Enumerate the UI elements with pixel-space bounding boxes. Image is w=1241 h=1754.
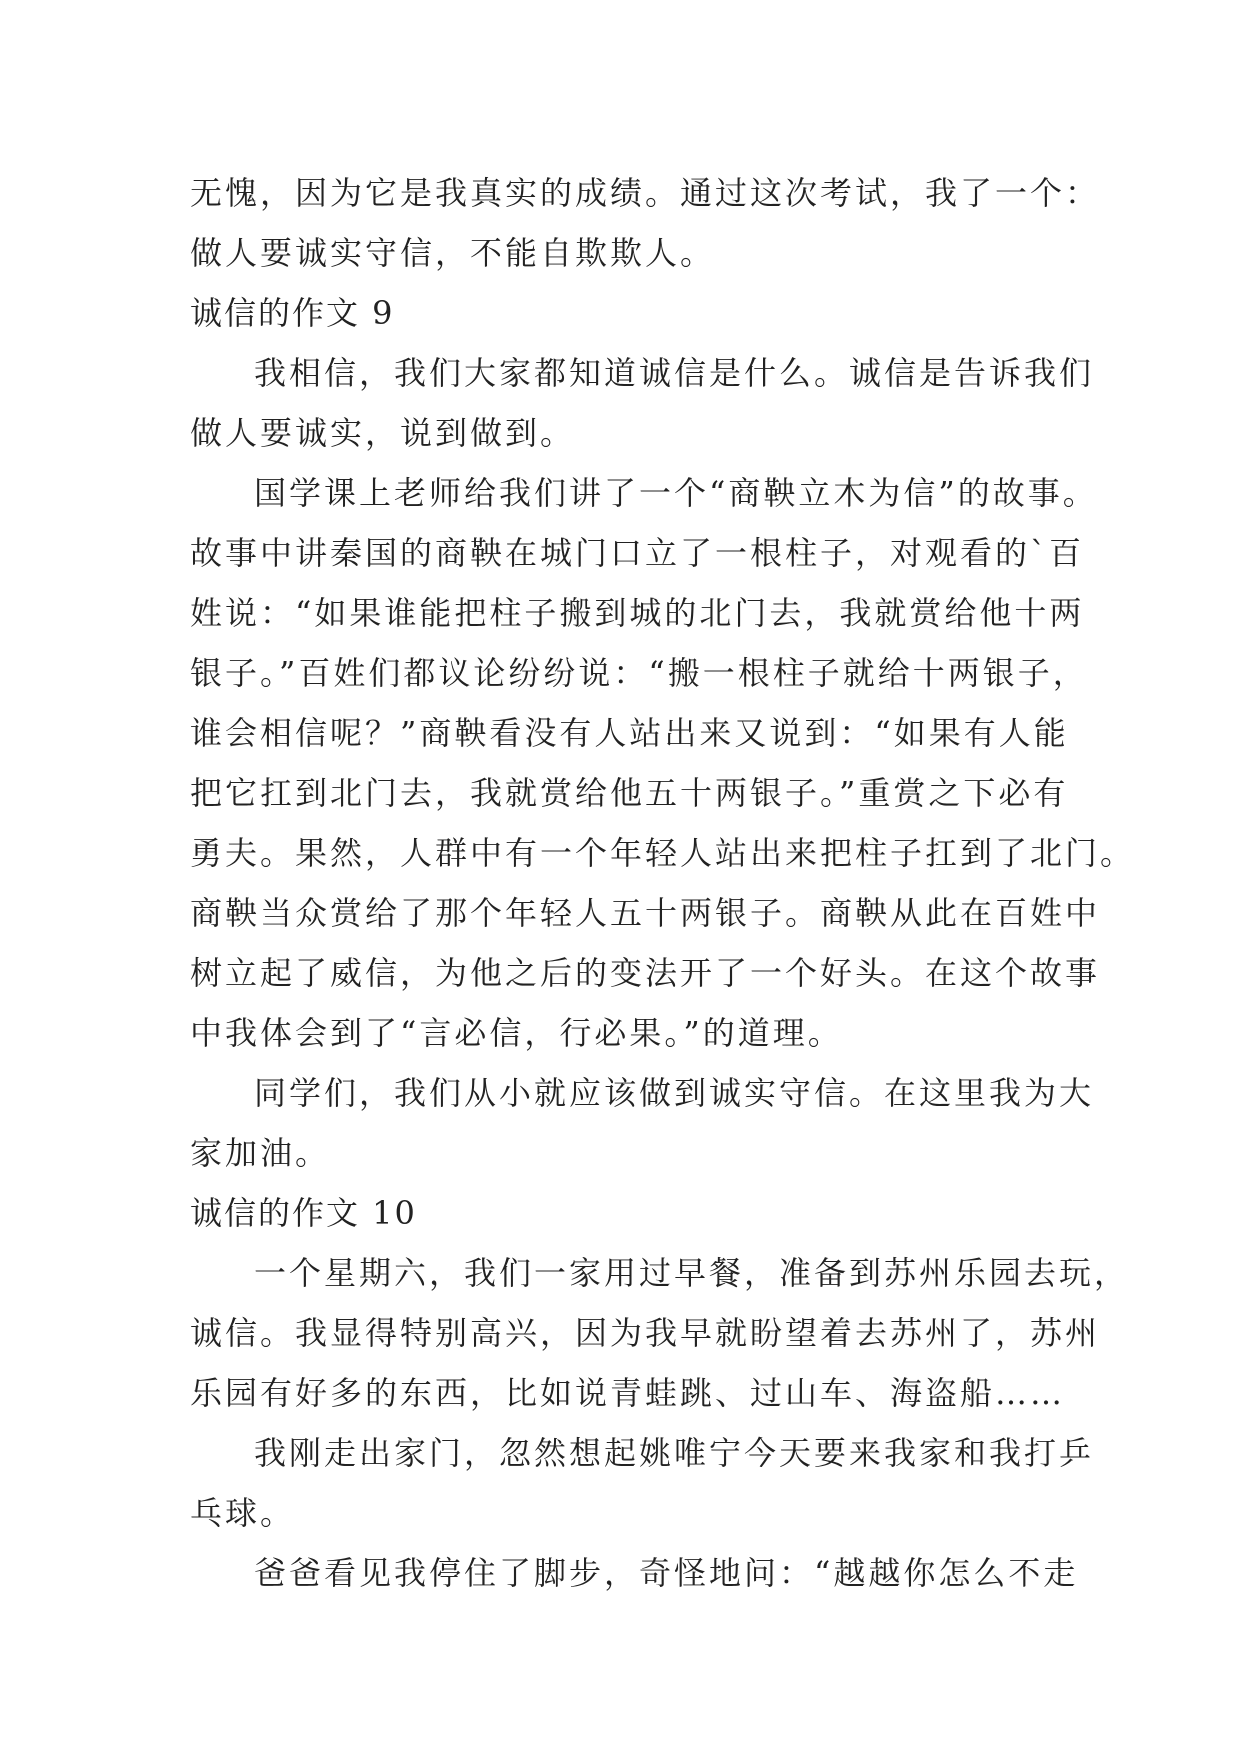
text-line: 做人要诚实守信，不能自欺欺人。 (190, 234, 716, 272)
document-body (190, 163, 1136, 1603)
paragraph-first-line: 爸爸看见我停住了脚步，奇怪地问：“越越你怎么不走 (254, 1554, 1079, 1592)
text-line: 中我体会到了“言必信，行必果。”的道理。 (190, 1014, 843, 1052)
section-heading: 诚信的作文 9 (190, 294, 395, 332)
text-line: 家加油。 (190, 1134, 331, 1172)
text-line: 勇夫。果然，人群中有一个年轻人站出来把柱子扛到了北门。 (190, 834, 1136, 872)
text-line: 做人要诚实，说到做到。 (190, 414, 576, 452)
text-line: 姓说：“如果谁能把柱子搬到城的北门去，我就赏给他十两 (190, 594, 1085, 632)
section-heading: 诚信的作文 10 (190, 1194, 417, 1232)
paragraph-first-line: 同学们，我们从小就应该做到诚实守信。在这里我为大 (254, 1074, 1095, 1112)
text-line: 故事中讲秦国的商鞅在城门口立了一根柱子，对观看的`百 (190, 534, 1085, 572)
text-line: 把它扛到北门去，我就赏给他五十两银子。”重赏之下必有 (190, 774, 1069, 812)
text-line: 无愧，因为它是我真实的成绩。通过这次考试，我了一个： (190, 174, 1101, 212)
text-line: 银子。”百姓们都议论纷纷说：“搬一根柱子就给十两银子， (190, 654, 1088, 692)
text-line: 树立起了威信，为他之后的变法开了一个好头。在这个故事 (190, 954, 1101, 992)
paragraph-first-line: 我刚走出家门，忽然想起姚唯宁今天要来我家和我打乒 (254, 1434, 1095, 1472)
text-line: 乓球。 (190, 1494, 296, 1532)
text-line: 谁会相信呢？”商鞅看没有人站出来又说到：“如果有人能 (190, 714, 1069, 752)
text-line: 诚信。我显得特别高兴，因为我早就盼望着去苏州了，苏州 (190, 1314, 1101, 1352)
text-line: 乐园有好多的东西，比如说青蛙跳、过山车、海盗船…… (190, 1374, 1066, 1412)
text-line: 商鞅当众赏给了那个年轻人五十两银子。商鞅从此在百姓中 (190, 894, 1101, 932)
paragraph-first-line: 我相信，我们大家都知道诚信是什么。诚信是告诉我们 (254, 354, 1095, 392)
paragraph-first-line: 一个星期六，我们一家用过早餐，准备到苏州乐园去玩， (254, 1254, 1130, 1292)
paragraph-first-line: 国学课上老师给我们讲了一个“商鞅立木为信”的故事。 (254, 474, 1098, 512)
